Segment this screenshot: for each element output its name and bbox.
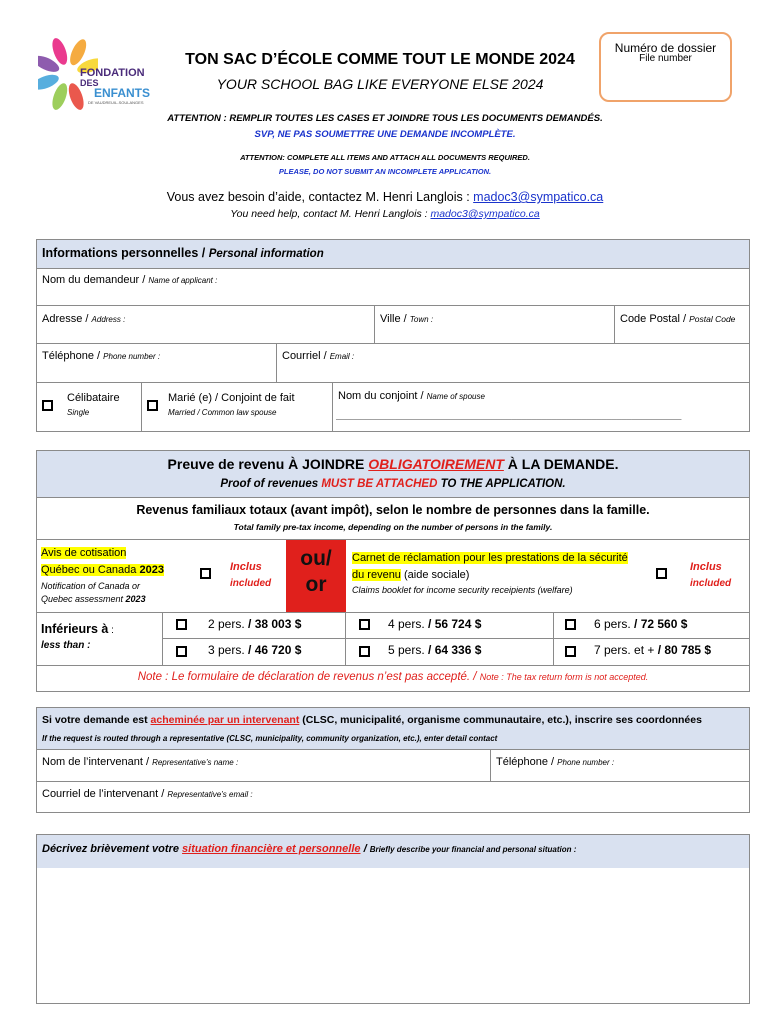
welfare-booklet-option[interactable] — [347, 540, 749, 612]
help-email-link-en[interactable]: madoc3@sympatico.ca — [430, 208, 540, 220]
help-en-text: You need help, contact M. Henri Langlois : — [230, 208, 431, 220]
representative-intro-en: If the request is routed through a representative (CLSC, municipality, community organization, etc.), enter detail contact — [42, 734, 498, 743]
threshold-7-pers-label: 7 pers. et + — [594, 643, 658, 657]
married-label: Marié (e) / Conjoint de fait — [168, 392, 295, 404]
help-email-link[interactable]: madoc3@sympatico.ca — [473, 190, 604, 204]
tax-notice-year: 2023 — [139, 564, 164, 576]
threshold-7-pers[interactable] — [554, 639, 749, 665]
email-label-en: Email : — [329, 352, 355, 361]
file-number-label-fr: Numéro de dossier — [614, 41, 717, 55]
threshold-6-pers-label: 6 pers. — [594, 617, 635, 631]
tax-notice-checkbox[interactable] — [200, 568, 211, 579]
booklet-label-2: du revenu — [352, 569, 401, 581]
representative-intro-b: (CLSC, municipalité, organisme communautaire, etc.), inscrire ses coordonnées — [299, 714, 702, 726]
or-label-en: or — [305, 573, 327, 596]
total-income-en: Total family pre-tax income, depending on the number of persons in the family. — [233, 522, 553, 532]
revenue-sub-c: TO THE APPLICATION. — [437, 478, 566, 490]
personal-info-title — [42, 246, 324, 260]
personal-info-title-en: Personal information — [208, 248, 324, 260]
spouse-name-field[interactable] — [333, 383, 749, 431]
tax-notice-included: included — [230, 578, 272, 589]
spouse-label-en: Name of spouse — [426, 392, 485, 401]
situation-en: Briefly describe your financial and personal situation : — [369, 845, 577, 854]
threshold-3-pers-checkbox[interactable] — [176, 646, 187, 657]
tax-notice-en-year: 2023 — [125, 594, 146, 604]
less-than-label — [37, 613, 162, 665]
threshold-5-pers-value: / 64 336 $ — [428, 643, 482, 657]
booklet-inclus: Inclus — [690, 561, 722, 573]
rep-name-label: Nom de l’intervenant / — [42, 756, 153, 768]
attention-fr: ATTENTION : REMPLIR TOUTES LES CASES ET JOINDRE TOUS LES DOCUMENTS DEMANDÉS. — [167, 113, 603, 124]
revenue-sub-a: Proof of revenues — [220, 478, 322, 490]
booklet-included: included — [690, 578, 732, 589]
threshold-4-pers-value: / 56 724 $ — [428, 617, 482, 631]
booklet-label-en: Claims booklet for income security receipients (welfare) — [352, 585, 573, 595]
help-en — [60, 208, 710, 220]
tax-notice-en-2: Quebec assessment — [41, 594, 126, 604]
single-label-en: Single — [67, 408, 90, 417]
tax-return-note-fr: Note : Le formulaire de déclaration de revenus n’est pas accepté. / — [137, 671, 480, 683]
threshold-7-pers-value: / 80 785 $ — [657, 643, 712, 657]
help-fr — [60, 190, 710, 204]
spouse-label: Nom du conjoint / — [338, 390, 427, 402]
representative-intro-a: Si votre demande est — [42, 714, 151, 726]
tax-notice-en-1: Notification of Canada or — [41, 581, 141, 591]
situation-a: Décrivez brièvement votre — [42, 843, 183, 855]
threshold-3-pers[interactable] — [163, 639, 345, 665]
foundation-logo — [38, 34, 163, 120]
situation-title — [42, 843, 576, 855]
logo-line-4: DE VAUDREUIL-SOULANGES — [88, 100, 144, 105]
attention-en: ATTENTION: COMPLETE ALL ITEMS AND ATTACH ALL DOCUMENTS REQUIRED. — [240, 153, 530, 162]
representative-phone-field[interactable] — [491, 750, 749, 781]
file-number-box[interactable] — [599, 32, 732, 102]
or-separator — [286, 540, 346, 612]
rep-email-label-en: Representative’s email : — [167, 790, 253, 799]
less-than-en: less than : — [41, 640, 91, 651]
postal-code-field[interactable] — [615, 306, 749, 343]
situation-b: / — [360, 843, 370, 855]
logo-line-3: ENFANTS — [94, 86, 151, 100]
email-label: Courriel / — [282, 350, 330, 362]
town-label: Ville / — [380, 313, 410, 325]
revenue-title-b: OBLIGATOIREMENT — [368, 456, 504, 472]
attention-fr-blue: SVP, NE PAS SOUMETTRE UNE DEMANDE INCOMPLÈTE. — [254, 129, 516, 140]
threshold-7-pers-checkbox[interactable] — [565, 646, 576, 657]
phone-label-en: Phone number : — [103, 352, 161, 361]
booklet-checkbox[interactable] — [656, 568, 667, 579]
tax-notice-option[interactable] — [37, 540, 285, 612]
threshold-5-pers-checkbox[interactable] — [359, 646, 370, 657]
threshold-2-pers-label: 2 pers. — [208, 617, 249, 631]
logo-line-2: DES — [80, 78, 99, 88]
booklet-label-3: (aide sociale) — [400, 569, 470, 581]
personal-info-title-fr: Informations personnelles / — [42, 246, 209, 260]
threshold-2-pers-checkbox[interactable] — [176, 619, 187, 630]
address-label-en: Address : — [91, 315, 126, 324]
situation-link: situation financière et personnelle — [182, 843, 361, 855]
rep-email-label: Courriel de l’intervenant / — [42, 788, 168, 800]
address-field[interactable] — [37, 306, 374, 343]
revenue-subtitle — [37, 478, 749, 490]
applicant-name-field[interactable] — [37, 269, 749, 305]
tax-notice-label-1: Avis de cotisation — [41, 547, 127, 559]
spouse-line: _____________________________________________________________________ — [336, 410, 682, 420]
total-income-fr: Revenus familiaux totaux (avant impôt), selon le nombre de personnes dans la famille. — [136, 503, 650, 517]
threshold-5-pers[interactable] — [346, 639, 553, 665]
threshold-6-pers-checkbox[interactable] — [565, 619, 576, 630]
tax-notice-inclus: Inclus — [230, 561, 262, 573]
threshold-4-pers-checkbox[interactable] — [359, 619, 370, 630]
single-checkbox[interactable] — [42, 400, 53, 411]
threshold-2-pers[interactable] — [163, 613, 345, 638]
rep-name-label-en: Representative’s name : — [152, 758, 239, 767]
married-checkbox[interactable] — [147, 400, 158, 411]
or-label-fr: ou/ — [300, 547, 332, 570]
phone-field[interactable] — [37, 344, 276, 382]
title-fr: TON SAC D’ÉCOLE COMME TOUT LE MONDE 2024 — [185, 51, 575, 68]
file-number-label-en: File number — [639, 53, 692, 64]
single-option[interactable] — [37, 383, 141, 431]
inferieurs-label: Inférieurs à — [41, 622, 109, 636]
help-fr-text: Vous avez besoin d’aide, contactez M. Henri Langlois : — [166, 190, 474, 204]
attention-en-blue: PLEASE, DO NOT SUBMIT AN INCOMPLETE APPLICATION. — [278, 167, 492, 176]
threshold-4-pers[interactable] — [346, 613, 553, 638]
threshold-4-pers-label: 4 pers. — [388, 617, 429, 631]
threshold-2-pers-value: / 38 003 $ — [248, 617, 302, 631]
representative-email-field[interactable] — [37, 782, 749, 812]
inferieurs-colon: : — [108, 625, 114, 636]
threshold-3-pers-value: / 46 720 $ — [248, 643, 302, 657]
rep-phone-label: Téléphone / — [496, 756, 558, 768]
tax-return-note-en: Note : The tax return form is not accepted. — [479, 672, 649, 682]
postal-label-en: Postal Code — [689, 314, 736, 324]
title-en: YOUR SCHOOL BAG LIKE EVERYONE ELSE 2024 — [216, 76, 544, 92]
threshold-3-pers-label: 3 pers. — [208, 643, 249, 657]
threshold-6-pers[interactable] — [554, 613, 749, 638]
town-label-en: Town : — [409, 315, 434, 324]
representative-name-field[interactable] — [37, 750, 490, 781]
applicant-name-label: Nom du demandeur / — [42, 274, 149, 286]
town-field[interactable] — [375, 306, 614, 343]
single-label: Célibataire — [67, 392, 120, 404]
postal-label: Code Postal / — [620, 313, 690, 325]
representative-intro-link: acheminée par un intervenant — [150, 714, 300, 726]
revenue-sub-b: MUST BE ATTACHED — [321, 478, 438, 490]
revenue-title — [37, 456, 749, 472]
married-option[interactable] — [142, 383, 332, 431]
married-label-en: Married / Common law spouse — [168, 408, 277, 417]
rep-phone-label-en: Phone number : — [557, 758, 615, 767]
email-field[interactable] — [277, 344, 749, 382]
applicant-name-label-en: Name of applicant : — [148, 276, 218, 285]
tax-return-note — [37, 671, 749, 683]
threshold-5-pers-label: 5 pers. — [388, 643, 429, 657]
phone-label: Téléphone / — [42, 350, 104, 362]
threshold-6-pers-value: / 72 560 $ — [634, 617, 688, 631]
representative-intro — [42, 714, 747, 726]
tax-notice-label-2: Québec ou Canada — [41, 564, 140, 576]
logo-line-1: FONDATION — [80, 67, 145, 79]
revenue-title-c: À LA DEMANDE. — [503, 456, 619, 472]
revenue-title-a: Preuve de revenu À JOINDRE — [167, 456, 369, 472]
address-label: Adresse / — [42, 313, 92, 325]
booklet-label-1: Carnet de réclamation pour les prestations de la sécurité — [352, 552, 628, 564]
